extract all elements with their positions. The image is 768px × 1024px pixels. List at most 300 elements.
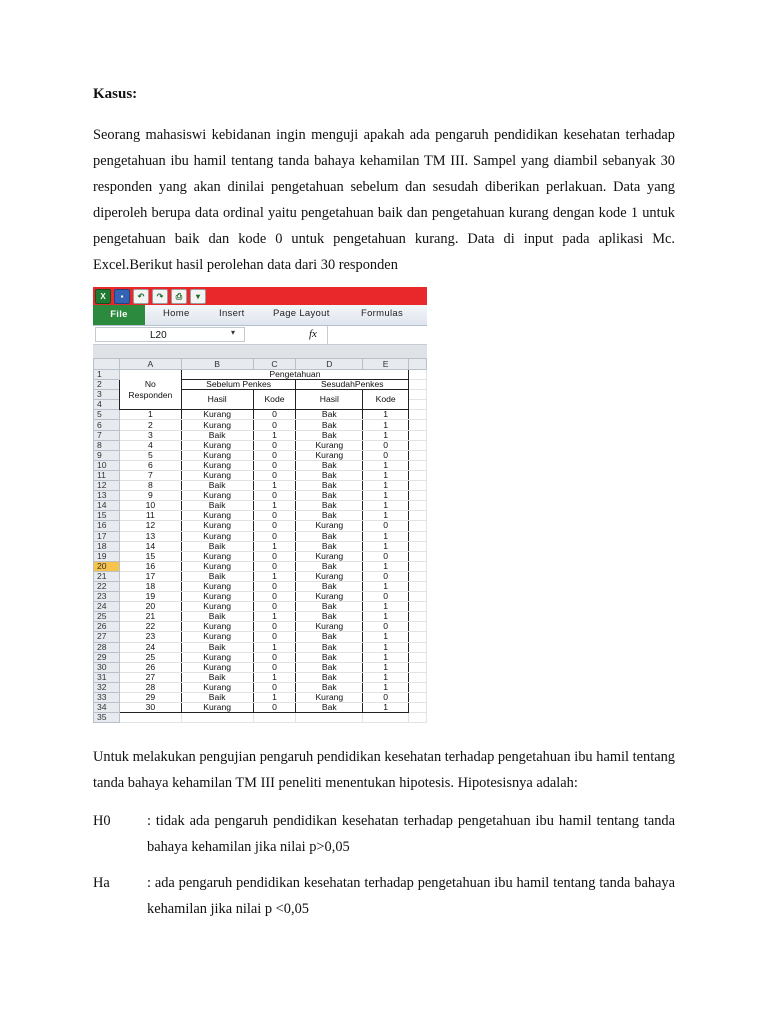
cell[interactable] (119, 713, 181, 723)
table-cell[interactable]: 1 (363, 531, 409, 541)
table-row (94, 581, 427, 591)
row-number[interactable]: 20 (94, 561, 120, 571)
table-row (94, 501, 427, 511)
table-cell[interactable]: 0 (253, 581, 296, 591)
row-number[interactable]: 17 (94, 531, 120, 541)
table-cell[interactable]: Kurang (181, 420, 253, 430)
table-cell[interactable]: 1 (363, 703, 409, 713)
table-cell[interactable]: Bak (296, 491, 363, 501)
table-cell[interactable]: Bak (296, 672, 363, 682)
table-cell[interactable]: Bak (296, 682, 363, 692)
table-row (94, 672, 427, 682)
table-cell[interactable]: 4 (119, 440, 181, 450)
table-cell[interactable]: Kurang (296, 622, 363, 632)
table-cell[interactable]: 0 (363, 551, 409, 561)
row-number[interactable]: 23 (94, 592, 120, 602)
column-header-row (94, 359, 427, 370)
table-cell[interactable]: 1 (119, 410, 181, 420)
cell[interactable] (409, 581, 427, 591)
table-cell[interactable]: Kurang (296, 551, 363, 561)
table-row (94, 642, 427, 652)
table-cell[interactable]: Bak (296, 430, 363, 440)
row-number[interactable]: 3 (94, 390, 120, 400)
table-row (94, 632, 427, 642)
table-cell[interactable]: 0 (253, 491, 296, 501)
tab-home[interactable]: Home (163, 308, 190, 319)
table-cell[interactable]: Baik (181, 541, 253, 551)
excel-app-icon[interactable]: X (95, 289, 111, 304)
row-number[interactable]: 11 (94, 470, 120, 480)
table-cell[interactable]: 0 (253, 652, 296, 662)
row-number[interactable]: 4 (94, 400, 120, 410)
table-cell[interactable]: 27 (119, 672, 181, 682)
table-cell[interactable]: Baik (181, 642, 253, 652)
cell[interactable] (409, 440, 427, 450)
table-cell[interactable]: 0 (363, 450, 409, 460)
table-cell[interactable]: 5 (119, 450, 181, 460)
table-cell[interactable]: 0 (253, 410, 296, 420)
table-cell[interactable]: 0 (253, 592, 296, 602)
table-row (94, 713, 427, 723)
table-cell[interactable]: 1 (253, 672, 296, 682)
table-cell[interactable]: 17 (119, 571, 181, 581)
table-cell[interactable]: Bak (296, 511, 363, 521)
table-cell[interactable]: 0 (363, 571, 409, 581)
table-cell[interactable]: 1 (253, 571, 296, 581)
table-cell[interactable]: 0 (253, 682, 296, 692)
row-number[interactable]: 12 (94, 481, 120, 491)
table-cell[interactable]: 0 (363, 622, 409, 632)
row-number[interactable]: 29 (94, 652, 120, 662)
table-cell[interactable]: 0 (363, 693, 409, 703)
cell[interactable] (181, 713, 253, 723)
row-number[interactable]: 35 (94, 713, 120, 723)
table-row (94, 430, 427, 440)
tab-insert[interactable]: Insert (219, 308, 245, 319)
table-cell[interactable]: 13 (119, 531, 181, 541)
hasil-before-header[interactable]: Hasil (181, 390, 253, 410)
table-row (94, 682, 427, 692)
ribbon-gap (93, 345, 427, 358)
table-cell[interactable]: Bak (296, 662, 363, 672)
table-cell[interactable]: Bak (296, 531, 363, 541)
column-header[interactable]: D (296, 359, 363, 370)
table-row (94, 481, 427, 491)
formula-bar (93, 326, 427, 345)
table-row (94, 551, 427, 561)
cell[interactable] (409, 612, 427, 622)
table-cell[interactable]: Bak (296, 632, 363, 642)
row-number[interactable]: 28 (94, 642, 120, 652)
table-cell[interactable]: 1 (253, 481, 296, 491)
row-number[interactable]: 33 (94, 693, 120, 703)
table-cell[interactable]: 16 (119, 561, 181, 571)
table-cell[interactable]: 0 (363, 521, 409, 531)
cell[interactable] (409, 521, 427, 531)
cell[interactable] (409, 693, 427, 703)
cell[interactable] (409, 622, 427, 632)
tab-formulas[interactable]: Formulas (361, 308, 403, 319)
table-cell[interactable]: 0 (253, 622, 296, 632)
cell[interactable] (409, 672, 427, 682)
chevron-down-icon[interactable]: ▾ (231, 328, 236, 337)
hypothesis-text: : ada pengaruh pendidikan kesehatan terhadap pengetahuan ibu hamil tentang tanda bahaya kehamilan jika nilai p <0,05 (147, 875, 675, 917)
table-cell[interactable]: 0 (253, 521, 296, 531)
sebelum-penkes-header[interactable]: Sebelum Penkes (181, 380, 296, 390)
cell[interactable] (409, 400, 427, 410)
cell[interactable] (409, 410, 427, 420)
hypothesis-label: Ha (93, 875, 110, 891)
customize-toolbar-icon[interactable]: ▾ (190, 289, 206, 304)
row-number[interactable]: 9 (94, 450, 120, 460)
kode-after-header[interactable]: Kode (363, 390, 409, 410)
row-number[interactable]: 6 (94, 420, 120, 430)
table-cell[interactable]: Bak (296, 420, 363, 430)
row-number[interactable]: 1 (94, 370, 120, 380)
table-cell[interactable]: Kurang (181, 440, 253, 450)
function-icon[interactable]: fx (309, 328, 317, 340)
cell[interactable] (409, 662, 427, 672)
table-cell[interactable]: 1 (363, 632, 409, 642)
row-number[interactable]: 7 (94, 430, 120, 440)
table-cell[interactable]: 1 (253, 693, 296, 703)
row-number[interactable]: 5 (94, 410, 120, 420)
table-cell[interactable]: Baik (181, 481, 253, 491)
table-cell[interactable]: 6 (119, 460, 181, 470)
table-cell[interactable]: Bak (296, 460, 363, 470)
no-header-line2: Responden (128, 389, 173, 400)
row-number[interactable]: 31 (94, 672, 120, 682)
no-responden-header[interactable] (119, 370, 181, 410)
cell[interactable] (363, 713, 409, 723)
table-cell[interactable]: 12 (119, 521, 181, 531)
cell[interactable] (409, 713, 427, 723)
table-row (94, 602, 427, 612)
table-cell[interactable]: 1 (363, 541, 409, 551)
table-cell[interactable]: 1 (253, 612, 296, 622)
table-cell[interactable]: 0 (253, 662, 296, 672)
table-cell[interactable]: 9 (119, 491, 181, 501)
table-cell[interactable]: 0 (253, 470, 296, 480)
row-number[interactable]: 19 (94, 551, 120, 561)
table-cell[interactable]: 0 (363, 592, 409, 602)
table-cell[interactable]: 1 (253, 430, 296, 440)
pengetahuan-header[interactable]: Pengetahuan (181, 370, 408, 380)
table-cell[interactable]: Bak (296, 470, 363, 480)
ribbon-tabs (93, 305, 427, 326)
row-number[interactable]: 26 (94, 622, 120, 632)
case-description: Seorang mahasiswi kebidanan ingin menguji apakah ada pengaruh pendidikan kesehatan terhadap pengetahuan ibu hamil tentang tanda bahaya kehamilan TM III. Sampel yang diambil sebanyak 30 responden yang akan dinilai pengetahuan sebelum dan sesudah diberikan perlakuan. Data yang diperoleh berupa data ordinal yaitu pengetahuan baik dan pengetahuan kurang dengan kode 1 untuk pengetahuan baik dan kode 0 untuk pengetahuan kurang. Data di input pada aplikasi Mc. Excel.Berikut hasil perolehan data dari 30 responden (93, 127, 675, 273)
table-cell[interactable]: Kurang (296, 693, 363, 703)
table-cell[interactable]: 1 (363, 662, 409, 672)
row-number[interactable]: 13 (94, 491, 120, 501)
table-cell[interactable]: Bak (296, 581, 363, 591)
table-cell[interactable]: Bak (296, 481, 363, 491)
undo-icon[interactable]: ↶ (133, 289, 149, 304)
table-cell[interactable]: Kurang (181, 460, 253, 470)
column-header[interactable]: B (181, 359, 253, 370)
table-cell[interactable]: 22 (119, 622, 181, 632)
table-cell[interactable]: 21 (119, 612, 181, 622)
table-cell[interactable]: 18 (119, 581, 181, 591)
table-row (94, 470, 427, 480)
row-number[interactable]: 24 (94, 602, 120, 612)
table-cell[interactable]: 0 (253, 551, 296, 561)
table-cell[interactable]: 0 (253, 450, 296, 460)
column-header[interactable]: E (363, 359, 409, 370)
table-cell[interactable]: Bak (296, 642, 363, 652)
table-cell[interactable]: 0 (253, 703, 296, 713)
table-cell[interactable]: Kurang (181, 632, 253, 642)
cell[interactable] (409, 703, 427, 713)
table-row (94, 450, 427, 460)
table-cell[interactable]: 11 (119, 511, 181, 521)
name-box[interactable]: L20 (95, 327, 245, 342)
table-row (94, 511, 427, 521)
table-cell[interactable]: 0 (363, 440, 409, 450)
table-cell[interactable]: 1 (253, 642, 296, 652)
table-cell[interactable]: 29 (119, 693, 181, 703)
table-cell[interactable]: Kurang (296, 521, 363, 531)
table-cell[interactable]: Baik (181, 430, 253, 440)
cell[interactable] (409, 511, 427, 521)
table-cell[interactable]: Bak (296, 652, 363, 662)
table-cell[interactable]: Kurang (296, 592, 363, 602)
table-row (94, 370, 427, 380)
cell[interactable] (409, 682, 427, 692)
cell[interactable] (409, 561, 427, 571)
table-cell[interactable]: 19 (119, 592, 181, 602)
table-cell[interactable]: 1 (363, 561, 409, 571)
cell[interactable] (409, 551, 427, 561)
hasil-after-header[interactable]: Hasil (296, 390, 363, 410)
row-number[interactable]: 16 (94, 521, 120, 531)
table-cell[interactable]: Baik (181, 612, 253, 622)
cell[interactable] (409, 501, 427, 511)
table-cell[interactable]: Kurang (296, 450, 363, 460)
row-number[interactable]: 8 (94, 440, 120, 450)
table-row (94, 622, 427, 632)
table-cell[interactable]: Kurang (181, 581, 253, 591)
table-row (94, 460, 427, 470)
table-cell[interactable]: Bak (296, 541, 363, 551)
table-cell[interactable]: Kurang (181, 592, 253, 602)
table-cell[interactable]: 23 (119, 632, 181, 642)
row-number[interactable]: 14 (94, 501, 120, 511)
table-cell[interactable]: 26 (119, 662, 181, 672)
table-row (94, 561, 427, 571)
table-cell[interactable]: 28 (119, 682, 181, 692)
table-cell[interactable]: 20 (119, 602, 181, 612)
table-cell[interactable]: Bak (296, 410, 363, 420)
table-cell[interactable]: Kurang (296, 440, 363, 450)
cell[interactable] (409, 571, 427, 581)
tab-page-layout[interactable]: Page Layout (273, 308, 330, 319)
select-all-corner[interactable] (94, 359, 120, 370)
table-row (94, 521, 427, 531)
redo-icon[interactable]: ↷ (152, 289, 168, 304)
table-cell[interactable]: 25 (119, 652, 181, 662)
column-header[interactable]: C (253, 359, 296, 370)
cell[interactable] (409, 652, 427, 662)
table-cell[interactable]: 0 (253, 440, 296, 450)
cell[interactable] (409, 470, 427, 480)
table-cell[interactable]: 10 (119, 501, 181, 511)
cell[interactable] (409, 481, 427, 491)
row-number[interactable]: 27 (94, 632, 120, 642)
table-cell[interactable]: 15 (119, 551, 181, 561)
table-cell[interactable]: Bak (296, 602, 363, 612)
cell[interactable] (409, 602, 427, 612)
table-cell[interactable]: 1 (363, 511, 409, 521)
table-cell[interactable]: Kurang (181, 551, 253, 561)
table-row (94, 703, 427, 713)
cell[interactable] (409, 531, 427, 541)
table-cell[interactable]: 0 (253, 561, 296, 571)
table-cell[interactable]: Kurang (181, 531, 253, 541)
row-number[interactable]: 10 (94, 460, 120, 470)
excel-title-bar (93, 287, 427, 305)
table-row (94, 491, 427, 501)
table-cell[interactable]: Baik (181, 693, 253, 703)
cell[interactable] (409, 420, 427, 430)
column-header[interactable] (409, 359, 427, 370)
table-cell[interactable]: 0 (253, 632, 296, 642)
tab-file[interactable]: File (93, 305, 145, 325)
table-cell[interactable]: Bak (296, 561, 363, 571)
table-cell[interactable]: 0 (253, 602, 296, 612)
table-cell[interactable]: Baik (181, 501, 253, 511)
table-cell[interactable]: 0 (253, 531, 296, 541)
table-cell[interactable]: Kurang (181, 682, 253, 692)
no-header-line1: No (144, 378, 156, 389)
table-cell[interactable]: Kurang (181, 622, 253, 632)
row-number[interactable]: 34 (94, 703, 120, 713)
table-cell[interactable]: 1 (363, 470, 409, 480)
table-row (94, 571, 427, 581)
table-cell[interactable]: 1 (363, 652, 409, 662)
table-row (94, 652, 427, 662)
cell[interactable] (253, 713, 296, 723)
table-row (94, 662, 427, 672)
kode-before-header[interactable]: Kode (253, 390, 296, 410)
table-cell[interactable]: Bak (296, 501, 363, 511)
table-cell[interactable]: 14 (119, 541, 181, 551)
table-cell[interactable]: Bak (296, 612, 363, 622)
cell[interactable] (296, 713, 363, 723)
table-cell[interactable]: Kurang (181, 662, 253, 672)
save-icon[interactable]: ▪ (114, 289, 130, 304)
excel-screenshot (93, 287, 427, 732)
table-cell[interactable]: Kurang (296, 571, 363, 581)
cell[interactable] (409, 632, 427, 642)
table-cell[interactable]: Kurang (181, 561, 253, 571)
table-cell[interactable]: 1 (363, 612, 409, 622)
table-cell[interactable]: 1 (363, 420, 409, 430)
hypothesis-text: : tidak ada pengaruh pendidikan kesehatan terhadap pengetahuan ibu hamil tentang tanda bahaya kehamilan jika nilai p>0,05 (147, 813, 675, 855)
table-cell[interactable]: Kurang (181, 652, 253, 662)
table-cell[interactable]: 1 (253, 501, 296, 511)
table-cell[interactable]: 0 (253, 511, 296, 521)
table-cell[interactable]: 3 (119, 430, 181, 440)
table-cell[interactable]: Baik (181, 672, 253, 682)
table-row (94, 693, 427, 703)
row-number[interactable]: 2 (94, 380, 120, 390)
table-cell[interactable]: 8 (119, 481, 181, 491)
table-cell[interactable]: 1 (363, 682, 409, 692)
table-cell[interactable]: Kurang (181, 703, 253, 713)
table-cell[interactable]: Kurang (181, 470, 253, 480)
cell[interactable] (409, 541, 427, 551)
table-cell[interactable]: Baik (181, 571, 253, 581)
table-cell[interactable]: Kurang (181, 602, 253, 612)
table-cell[interactable]: 1 (363, 410, 409, 420)
table-cell[interactable]: 1 (363, 501, 409, 511)
cell[interactable] (409, 390, 427, 400)
cell[interactable] (409, 592, 427, 602)
row-number[interactable]: 21 (94, 571, 120, 581)
table-cell[interactable]: Kurang (181, 410, 253, 420)
table-cell[interactable]: 1 (363, 430, 409, 440)
row-number[interactable]: 22 (94, 581, 120, 591)
table-cell[interactable]: 1 (363, 481, 409, 491)
table-row (94, 420, 427, 430)
table-row (94, 541, 427, 551)
quick-access-toolbar (95, 289, 206, 303)
table-cell[interactable]: 1 (253, 541, 296, 551)
table-cell[interactable]: 30 (119, 703, 181, 713)
cell[interactable] (409, 642, 427, 652)
table-cell[interactable]: 1 (363, 642, 409, 652)
table-cell[interactable]: 2 (119, 420, 181, 430)
table-cell[interactable]: 7 (119, 470, 181, 480)
cell[interactable] (409, 450, 427, 460)
row-number[interactable]: 30 (94, 662, 120, 672)
row-number[interactable]: 25 (94, 612, 120, 622)
row-number[interactable]: 32 (94, 682, 120, 692)
table-cell[interactable]: 1 (363, 581, 409, 591)
table-cell[interactable]: 0 (253, 420, 296, 430)
table-cell[interactable]: 0 (253, 460, 296, 470)
table-cell[interactable]: Kurang (181, 521, 253, 531)
table-cell[interactable]: Kurang (181, 511, 253, 521)
row-number[interactable]: 18 (94, 541, 120, 551)
table-cell[interactable]: 24 (119, 642, 181, 652)
cell[interactable] (409, 460, 427, 470)
table-cell[interactable]: 1 (363, 460, 409, 470)
cell[interactable] (409, 380, 427, 390)
spreadsheet-grid (93, 358, 427, 723)
row-number[interactable]: 15 (94, 511, 120, 521)
table-cell[interactable]: 1 (363, 602, 409, 612)
table-cell[interactable]: Kurang (181, 450, 253, 460)
table-cell[interactable]: Kurang (181, 491, 253, 501)
print-preview-icon[interactable]: ⎙ (171, 289, 187, 304)
table-row (94, 592, 427, 602)
sesudah-penkes-header[interactable]: SesudahPenkes (296, 380, 409, 390)
table-cell[interactable]: 1 (363, 672, 409, 682)
cell[interactable] (409, 491, 427, 501)
column-header[interactable]: A (119, 359, 181, 370)
hypothesis-intro: Untuk melakukan pengujian pengaruh pendidikan kesehatan terhadap pengetahuan ibu hamil tentang tanda bahaya kehamilan TM III peneliti menentukan hipotesis. Hipotesisnya adalah: (93, 749, 675, 791)
table-cell[interactable]: Bak (296, 703, 363, 713)
cell[interactable] (409, 430, 427, 440)
hypothesis-label: H0 (93, 813, 111, 829)
cell[interactable] (409, 370, 427, 380)
formula-input[interactable] (327, 326, 427, 344)
table-row (94, 410, 427, 420)
table-cell[interactable]: 1 (363, 491, 409, 501)
